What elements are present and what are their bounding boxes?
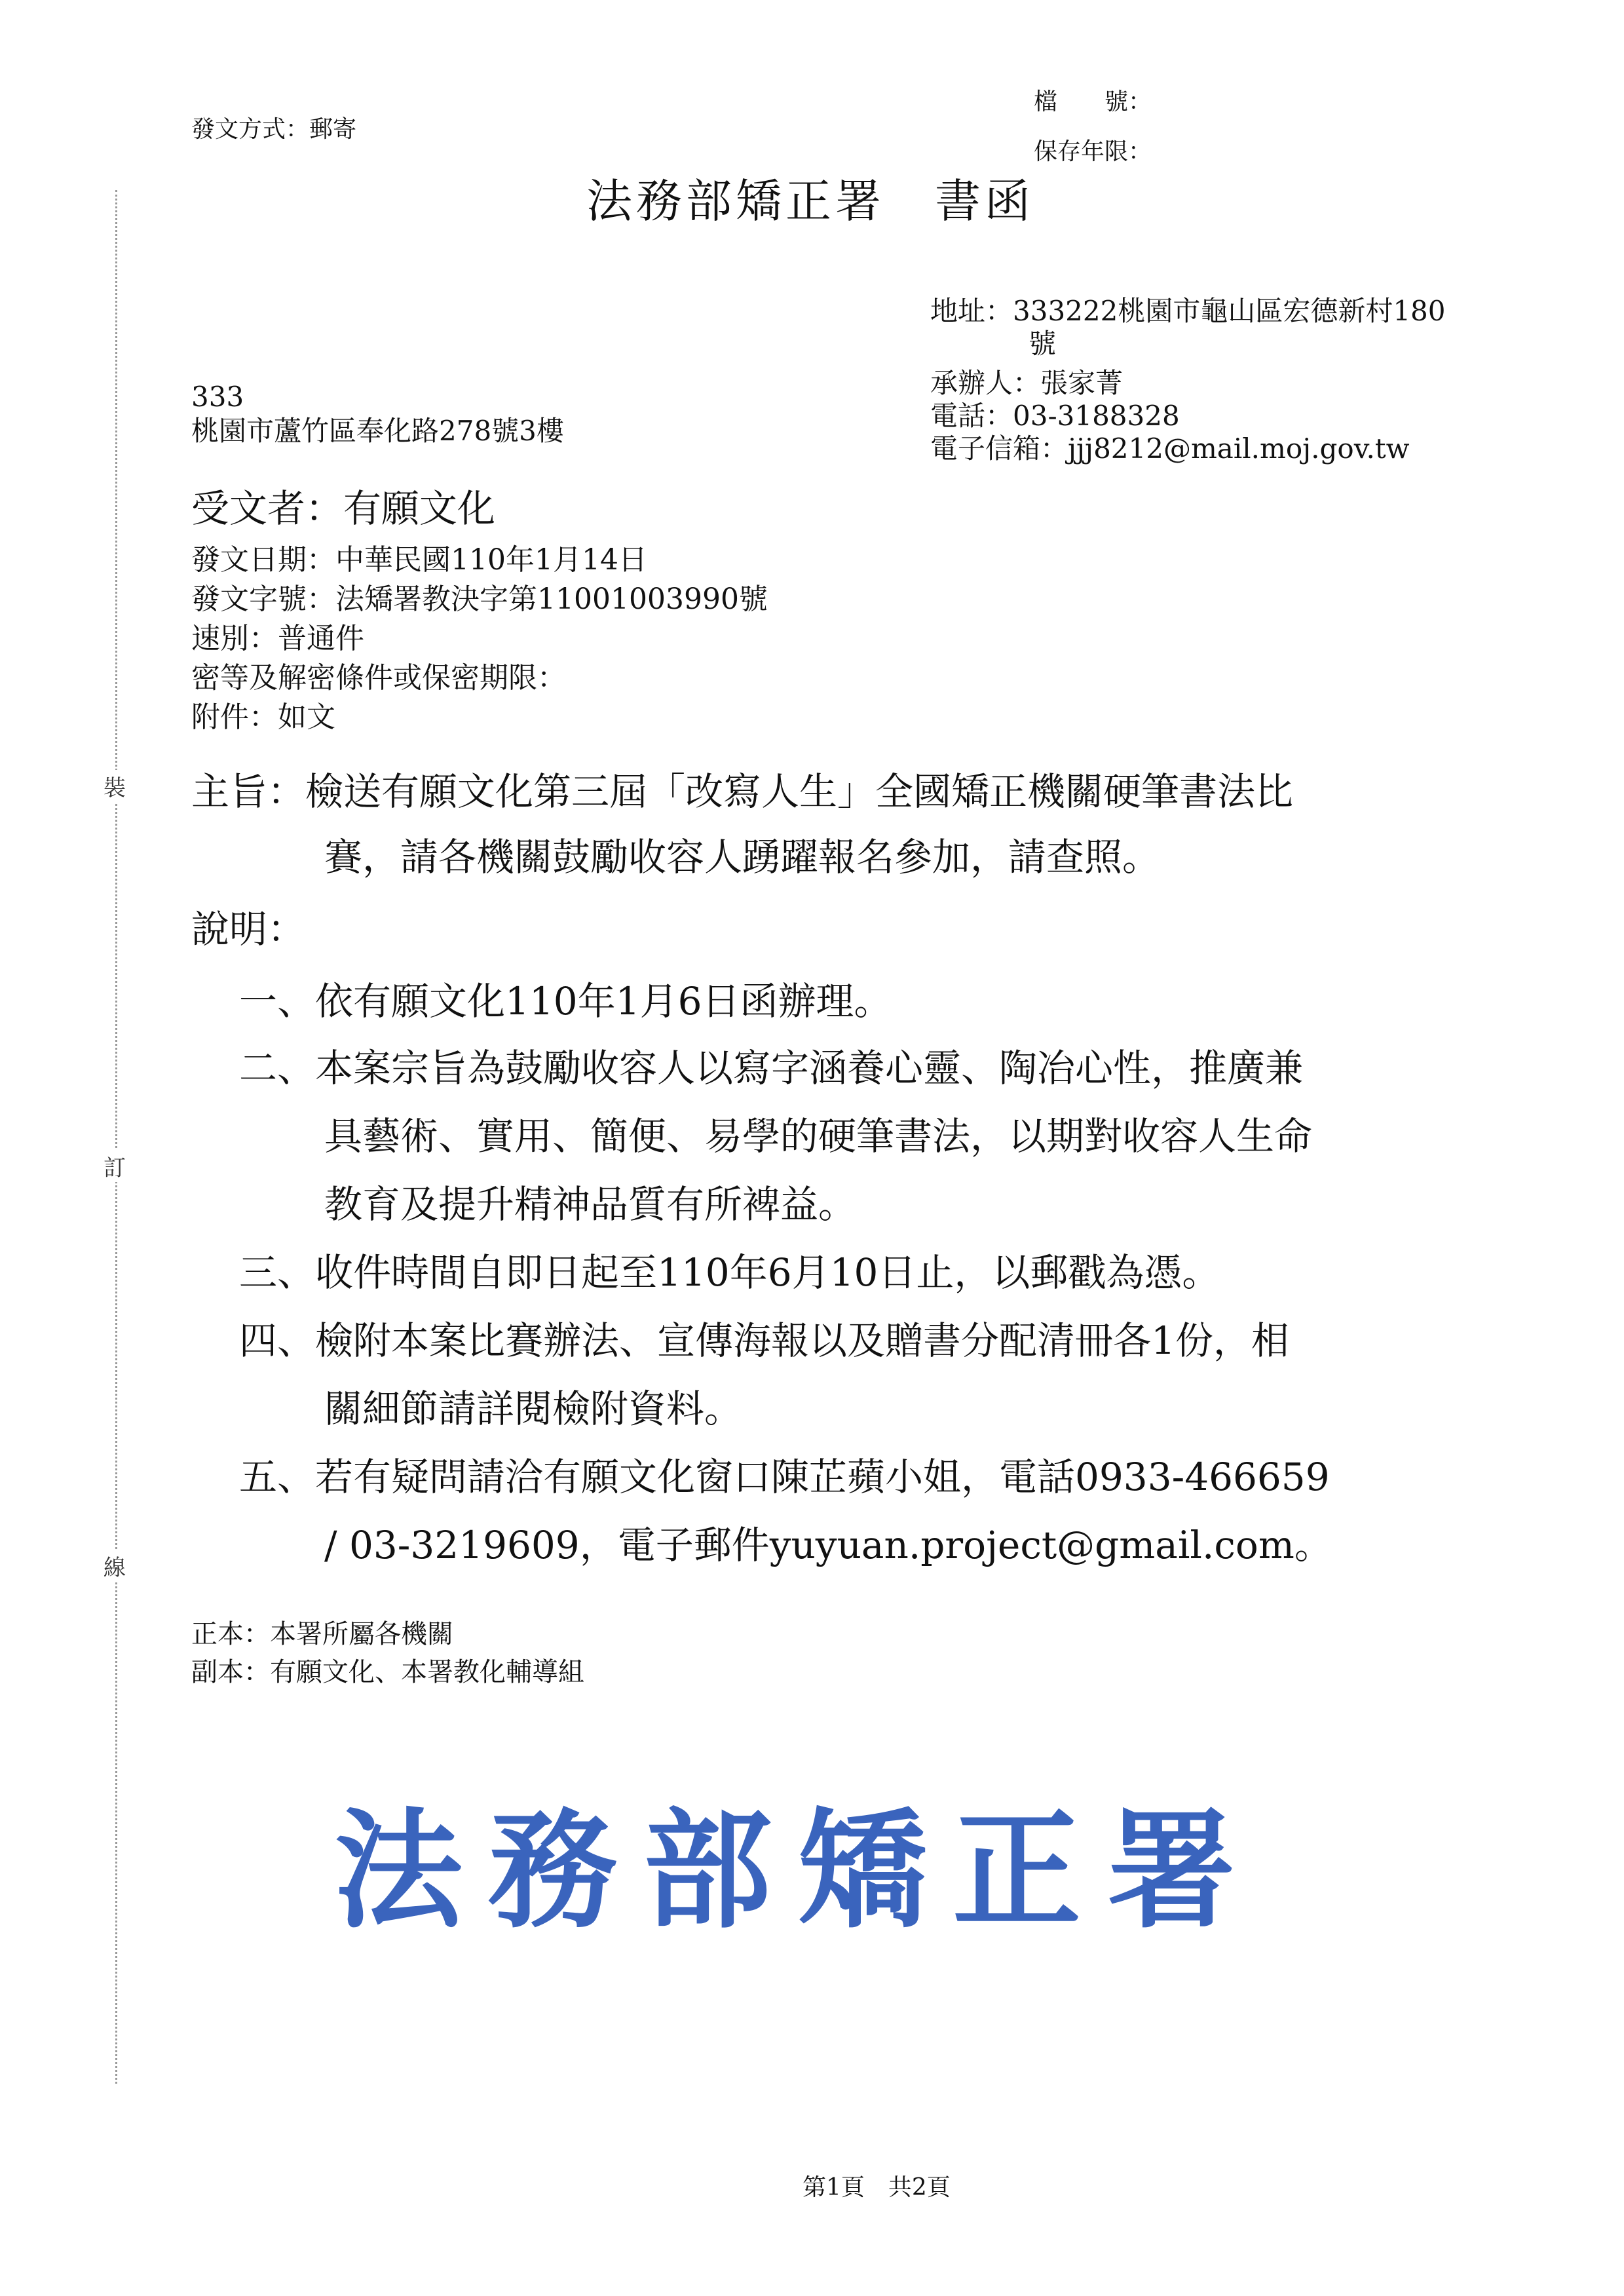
file-number-label: 檔 號：	[1034, 88, 1152, 115]
document-title: 法務部矯正署 書函	[586, 174, 1034, 228]
explanation-item-2-line-3: 教育及提升精神品質有所裨益。	[324, 1182, 857, 1227]
send-method: 發文方式：郵寄	[191, 116, 357, 143]
binding-mark-xian: 線	[104, 1550, 126, 1582]
sender-email: 電子信箱：jjj8212@mail.moj.gov.tw	[930, 432, 1410, 465]
carbon-copy-recipients: 副本：有願文化、本署教化輔導組	[191, 1657, 584, 1687]
explanation-item-4-line-1: 四、檢附本案比賽辦法、宣傳海報以及贈書分配清冊各1份，相	[239, 1318, 1289, 1363]
explanation-item-2-line-1: 二、本案宗旨為鼓勵收容人以寫字涵養心靈、陶冶心性，推廣兼	[239, 1046, 1304, 1090]
document-number: 發文字號：法矯署教決字第11001003990號	[191, 583, 768, 616]
binding-dotted-line	[115, 190, 117, 2084]
attachment: 附件：如文	[191, 700, 335, 734]
explanation-heading: 說明：	[191, 907, 306, 951]
speed-class: 速別：普通件	[191, 622, 364, 655]
explanation-item-2-line-2: 具藝術、實用、簡便、易學的硬筆書法，以期對收容人生命	[324, 1114, 1313, 1158]
secrecy-level: 密等及解密條件或保密期限：	[191, 661, 566, 695]
explanation-item-3: 三、收件時間自即日起至110年6月10日止，以郵戳為憑。	[239, 1250, 1220, 1295]
recipient: 受文者：有願文化	[191, 486, 496, 531]
original-copy-recipients: 正本：本署所屬各機關	[191, 1619, 453, 1649]
binding-mark-ding: 訂	[104, 1150, 126, 1182]
explanation-item-5-line-1: 五、若有疑問請洽有願文化窗口陳芷蘋小姐，電話0933-466659	[239, 1455, 1330, 1499]
sender-address-line2: 號	[1029, 328, 1057, 360]
sender-info	[930, 295, 1446, 465]
recipient-postal-code: 333	[191, 381, 244, 413]
sender-phone: 電話：03-3188328	[930, 400, 1180, 432]
subject-line-2: 賽，請各機關鼓勵收容人踴躍報名參加，請查照。	[324, 835, 1161, 879]
sender-address-line1: 地址：333222桃園市龜山區宏德新村180	[930, 295, 1446, 327]
binding-mark-zhuang: 裝	[104, 770, 126, 802]
explanation-item-5-line-2: / 03-3219609，電子郵件yuyuan.project@gmail.com。	[324, 1523, 1332, 1567]
page-number: 第1頁 共2頁	[803, 2174, 951, 2201]
issue-date: 發文日期：中華民國110年1月14日	[191, 543, 647, 577]
agency-seal-stamp: 法務部矯正署	[334, 1795, 1262, 1946]
sender-contact: 承辦人：張家菁	[930, 367, 1124, 399]
explanation-item-1: 一、依有願文化110年1月6日函辦理。	[239, 979, 892, 1024]
explanation-item-4-line-2: 關細節請詳閱檢附資料。	[324, 1387, 743, 1431]
recipient-street-address: 桃園市蘆竹區奉化路278號3樓	[191, 415, 564, 447]
subject-line-1: 主旨：檢送有願文化第三屆「改寫人生」全國矯正機關硬筆書法比	[191, 769, 1294, 814]
retention-label: 保存年限：	[1034, 138, 1152, 165]
